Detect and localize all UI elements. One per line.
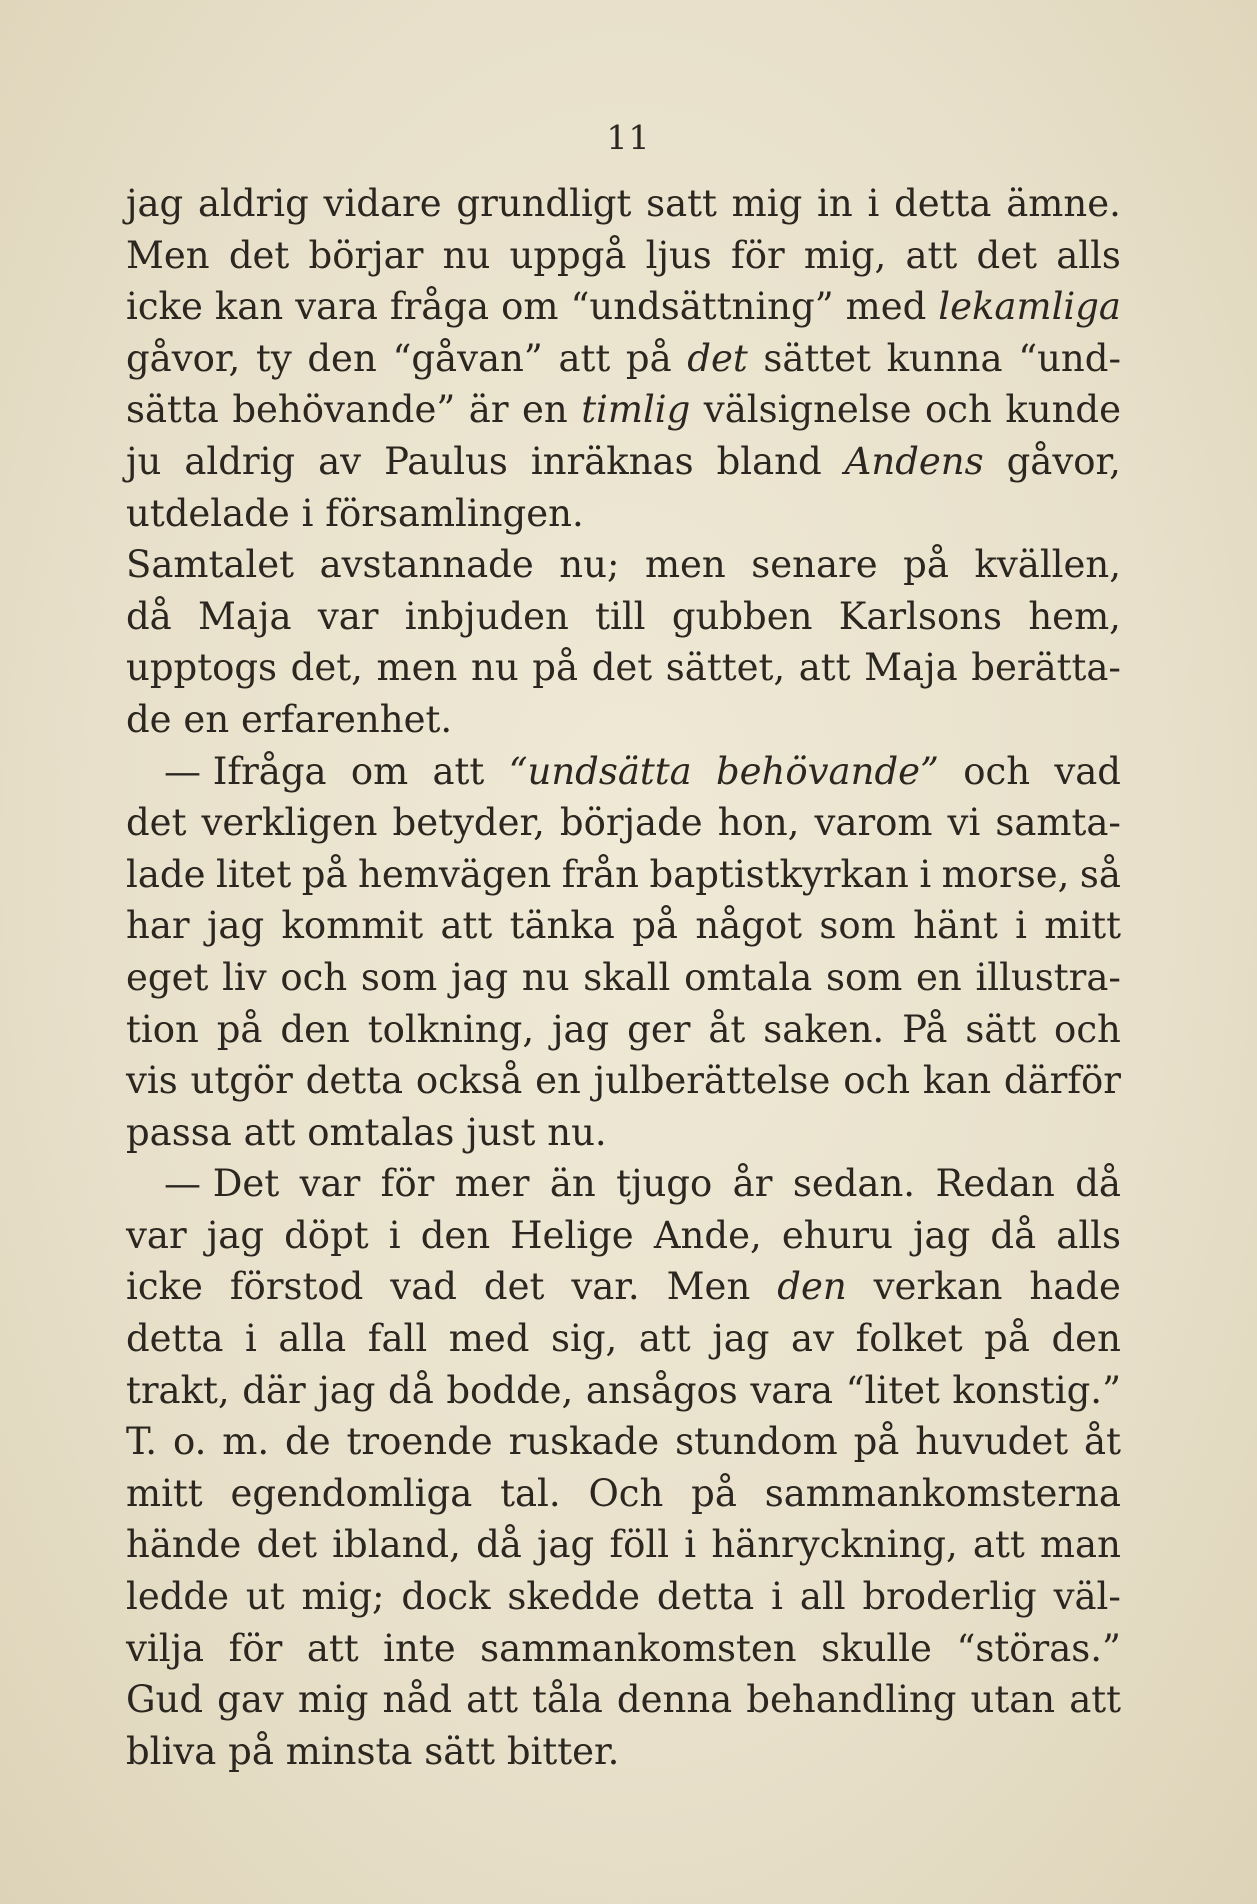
word: var. bbox=[571, 1265, 640, 1309]
word: vidare bbox=[323, 182, 442, 225]
word: jag bbox=[206, 904, 265, 948]
word: vi bbox=[947, 801, 981, 845]
word: Karlsons bbox=[838, 594, 1003, 638]
word: åt bbox=[1084, 1420, 1121, 1464]
word: men bbox=[644, 543, 726, 587]
word: på bbox=[532, 646, 579, 690]
word: kvällen, bbox=[974, 543, 1121, 587]
word: av bbox=[318, 439, 362, 483]
word: församlingen. bbox=[325, 491, 584, 535]
word: bitter. bbox=[506, 1729, 620, 1773]
word: ljus bbox=[645, 233, 712, 277]
word: att bbox=[558, 336, 611, 380]
word: Helige bbox=[510, 1213, 634, 1257]
word: “und- bbox=[1018, 336, 1121, 380]
word: vad bbox=[1054, 749, 1121, 793]
word: lekamliga bbox=[938, 285, 1121, 329]
word: liv bbox=[222, 955, 267, 999]
word: och bbox=[843, 1059, 911, 1103]
word: verkan bbox=[873, 1265, 1003, 1309]
word: grundligt bbox=[456, 182, 632, 225]
word: så bbox=[1079, 852, 1121, 896]
word: och bbox=[963, 749, 1031, 793]
word: på bbox=[984, 1317, 1030, 1361]
text-line bbox=[126, 694, 1121, 746]
word: mig bbox=[297, 1678, 369, 1722]
word: för bbox=[228, 1626, 283, 1670]
text-line bbox=[126, 1107, 1121, 1159]
text-line bbox=[126, 642, 1121, 694]
word: om bbox=[350, 749, 409, 793]
word: hem, bbox=[1028, 594, 1121, 638]
word: tolkning, bbox=[367, 1007, 535, 1051]
word: sättet bbox=[763, 336, 871, 380]
word: egendomliga bbox=[230, 1471, 473, 1515]
word: fråga bbox=[389, 285, 490, 329]
word: i bbox=[919, 852, 932, 896]
word: att bbox=[440, 904, 493, 948]
word: det bbox=[228, 233, 290, 277]
word: detta bbox=[656, 1575, 755, 1619]
word: en bbox=[535, 1059, 581, 1103]
word: att bbox=[638, 1317, 691, 1361]
word: i bbox=[771, 1575, 783, 1619]
word: vara bbox=[295, 285, 378, 329]
word: vad bbox=[390, 1265, 457, 1309]
word: den bbox=[420, 1213, 491, 1257]
word: nu bbox=[470, 646, 519, 690]
text-line bbox=[126, 1519, 1121, 1571]
text-line bbox=[126, 591, 1121, 643]
word: om bbox=[501, 285, 559, 329]
word: Redan bbox=[935, 1162, 1055, 1206]
word: då bbox=[990, 1213, 1037, 1257]
word: Gud bbox=[126, 1678, 204, 1722]
text-line bbox=[126, 1158, 1121, 1210]
word: timlig bbox=[581, 388, 691, 432]
word: trakt, bbox=[126, 1368, 230, 1412]
word: Maja bbox=[864, 646, 958, 690]
word: utan bbox=[970, 1678, 1056, 1722]
word: började bbox=[559, 801, 703, 845]
word: i bbox=[867, 182, 880, 225]
word: det bbox=[256, 1523, 317, 1567]
word: uppgå bbox=[509, 233, 627, 277]
text-line bbox=[126, 1004, 1121, 1056]
word: sedan. bbox=[792, 1162, 916, 1206]
word: därför bbox=[1003, 1059, 1121, 1103]
word: sätt bbox=[965, 1007, 1037, 1051]
word: i bbox=[388, 1213, 401, 1257]
text-line bbox=[126, 488, 1121, 540]
word: just bbox=[466, 1110, 536, 1154]
word: jag bbox=[552, 1007, 610, 1051]
word: illustra- bbox=[975, 955, 1121, 999]
word: fall bbox=[367, 1317, 428, 1361]
word: väl- bbox=[1053, 1575, 1121, 1619]
word: passa bbox=[126, 1110, 232, 1154]
word: en bbox=[183, 697, 230, 741]
word: det bbox=[591, 646, 653, 690]
word: mitt bbox=[126, 1471, 203, 1515]
word: inbjuden bbox=[404, 594, 569, 638]
word: att bbox=[798, 646, 851, 690]
word: varom bbox=[814, 801, 933, 845]
word: satt bbox=[646, 182, 717, 225]
text-line bbox=[126, 1416, 1121, 1468]
word: Paulus bbox=[384, 439, 508, 483]
word: ruskade bbox=[508, 1420, 660, 1464]
word: o. bbox=[172, 1420, 207, 1464]
text-line bbox=[126, 1674, 1121, 1726]
word: detta bbox=[894, 182, 992, 225]
word: omtalas bbox=[307, 1110, 455, 1154]
word: Men bbox=[666, 1265, 751, 1309]
word: vis bbox=[126, 1059, 178, 1103]
word: omtala bbox=[684, 955, 813, 999]
word: troende bbox=[346, 1420, 493, 1464]
word: jag bbox=[712, 1317, 770, 1361]
word: kunna bbox=[886, 336, 1003, 380]
word: på bbox=[228, 1729, 274, 1773]
text-line bbox=[126, 1365, 1121, 1417]
word: lade bbox=[126, 852, 206, 896]
word: vara bbox=[750, 1368, 834, 1412]
text-line bbox=[126, 1210, 1121, 1262]
word: sammankomsten bbox=[480, 1626, 797, 1670]
text-line bbox=[126, 797, 1121, 849]
word: det bbox=[687, 336, 748, 380]
word: år bbox=[732, 1162, 773, 1206]
word: att bbox=[243, 1110, 296, 1154]
word: sig, bbox=[551, 1317, 618, 1361]
word: har bbox=[126, 904, 190, 948]
word: kommit bbox=[281, 904, 424, 948]
word: det bbox=[483, 1265, 545, 1309]
word: verkligen bbox=[201, 801, 378, 845]
word: tänka bbox=[509, 904, 615, 948]
word: tal. bbox=[500, 1471, 561, 1515]
word: icke bbox=[126, 285, 203, 329]
text-line bbox=[126, 178, 1121, 230]
word: mer bbox=[454, 1162, 530, 1206]
word: m. bbox=[222, 1420, 270, 1464]
word: sammankomsterna bbox=[764, 1471, 1121, 1515]
word: mig, bbox=[803, 233, 887, 277]
word: jag bbox=[126, 182, 184, 225]
word: senare bbox=[751, 543, 878, 587]
word: alls bbox=[1056, 1213, 1121, 1257]
word: minsta bbox=[285, 1729, 413, 1773]
word: ger bbox=[627, 1007, 691, 1051]
word: för bbox=[380, 1162, 435, 1206]
word: i bbox=[301, 491, 314, 535]
word: aldrig bbox=[184, 439, 296, 483]
word: mitt bbox=[1044, 904, 1121, 948]
word: det bbox=[126, 801, 187, 845]
text-line bbox=[126, 1623, 1121, 1675]
word: med bbox=[448, 1317, 530, 1361]
word: som bbox=[825, 955, 903, 999]
word: är bbox=[468, 388, 509, 432]
body-text bbox=[126, 178, 1121, 1777]
word: var bbox=[317, 594, 379, 638]
word: “gåvan” bbox=[392, 336, 543, 380]
word: för bbox=[731, 233, 785, 277]
word: samta- bbox=[995, 801, 1121, 845]
word: ansågos bbox=[585, 1368, 738, 1412]
text-line bbox=[126, 849, 1121, 901]
word: åt bbox=[708, 1007, 746, 1051]
word: föll bbox=[609, 1523, 670, 1567]
text-line bbox=[126, 436, 1121, 488]
word: där bbox=[242, 1368, 306, 1412]
word: gav bbox=[217, 1678, 284, 1722]
text-line bbox=[126, 333, 1121, 385]
word: skulle bbox=[821, 1626, 932, 1670]
word: att bbox=[466, 1678, 518, 1722]
text-line bbox=[126, 539, 1121, 591]
word: broderlig bbox=[862, 1575, 1037, 1619]
word: bodde, bbox=[446, 1368, 574, 1412]
word: kan bbox=[214, 285, 284, 329]
word: ibland, bbox=[332, 1523, 461, 1567]
word: mig bbox=[731, 182, 803, 225]
word: kan bbox=[922, 1059, 992, 1103]
word: jag bbox=[450, 955, 509, 999]
text-line bbox=[126, 1468, 1121, 1520]
word: den bbox=[1051, 1317, 1121, 1361]
word: hade bbox=[1029, 1265, 1121, 1309]
word: Samtalet bbox=[126, 543, 295, 587]
word: i bbox=[1015, 904, 1027, 948]
word: en bbox=[916, 955, 962, 999]
word: alls bbox=[1056, 233, 1121, 277]
word: välsignelse bbox=[703, 388, 912, 432]
word: gåvor, bbox=[126, 336, 241, 380]
word: dock bbox=[401, 1575, 491, 1619]
word: in bbox=[817, 182, 853, 225]
word: avstannade bbox=[319, 543, 534, 587]
word: och bbox=[1054, 1007, 1121, 1051]
word: på bbox=[853, 1420, 900, 1464]
word: sätta bbox=[126, 388, 219, 432]
word: då bbox=[388, 1368, 434, 1412]
word: att bbox=[905, 233, 958, 277]
word: hon, bbox=[717, 801, 800, 845]
word: något bbox=[695, 904, 803, 948]
word: icke bbox=[126, 1265, 203, 1309]
word: — Ifråga bbox=[164, 749, 327, 793]
word: nu bbox=[442, 233, 491, 277]
word: att bbox=[432, 749, 485, 793]
word: döpt bbox=[284, 1213, 369, 1257]
word: behövande” bbox=[715, 749, 939, 793]
word: ju bbox=[126, 439, 162, 483]
word: gubben bbox=[671, 594, 813, 638]
word: jag bbox=[318, 1368, 376, 1412]
word: att bbox=[306, 1626, 359, 1670]
word: skall bbox=[583, 955, 671, 999]
word: förstod bbox=[229, 1265, 364, 1309]
word: — Det bbox=[164, 1162, 280, 1206]
word: berätta- bbox=[971, 646, 1121, 690]
text-line bbox=[126, 900, 1121, 952]
word: hänt bbox=[913, 904, 998, 948]
word: och bbox=[280, 955, 348, 999]
word: en bbox=[521, 388, 568, 432]
word: baptistkyrkan bbox=[649, 852, 909, 896]
word: och bbox=[925, 388, 992, 432]
word: den bbox=[777, 1265, 847, 1309]
word: behandling bbox=[746, 1678, 957, 1722]
word: huvudet bbox=[915, 1420, 1069, 1464]
word: morse, bbox=[941, 852, 1070, 896]
word: upptogs bbox=[126, 646, 278, 690]
word: än bbox=[549, 1162, 596, 1206]
word: tjugo bbox=[616, 1162, 713, 1206]
word: den bbox=[307, 336, 377, 380]
word: ty bbox=[255, 336, 292, 380]
word: tion bbox=[126, 1007, 199, 1051]
word: på bbox=[625, 336, 672, 380]
word: på bbox=[903, 543, 949, 587]
word: hemvägen bbox=[358, 852, 552, 896]
word: stundom bbox=[675, 1420, 838, 1464]
word: Och bbox=[588, 1471, 664, 1515]
word: “undsätta bbox=[508, 749, 692, 793]
word: tåla bbox=[532, 1678, 603, 1722]
word: Maja bbox=[198, 594, 292, 638]
word: i bbox=[244, 1317, 257, 1361]
word: att bbox=[1069, 1678, 1121, 1722]
word: gåvor, bbox=[1006, 439, 1121, 483]
word: erfarenhet. bbox=[240, 697, 453, 741]
text-line bbox=[126, 1726, 1121, 1778]
word: Andens bbox=[844, 439, 984, 483]
word: Ande, bbox=[653, 1213, 762, 1257]
word: Men bbox=[126, 233, 210, 277]
text-line bbox=[126, 952, 1121, 1004]
word: börjar bbox=[308, 233, 424, 277]
word: detta bbox=[305, 1059, 404, 1103]
word: julberättelse bbox=[593, 1059, 831, 1103]
word: inte bbox=[383, 1626, 456, 1670]
word: jag bbox=[537, 1523, 595, 1567]
word: nu; bbox=[559, 543, 620, 587]
word: men bbox=[376, 646, 458, 690]
text-line bbox=[126, 746, 1121, 798]
word: aldrig bbox=[197, 182, 309, 225]
word: bland bbox=[716, 439, 822, 483]
page-number: 11 bbox=[606, 118, 651, 157]
word: av bbox=[791, 1317, 835, 1361]
word: utgör bbox=[190, 1059, 293, 1103]
text-line bbox=[126, 384, 1121, 436]
word: sätt bbox=[424, 1729, 496, 1773]
word: inräknas bbox=[530, 439, 694, 483]
word: då bbox=[476, 1523, 522, 1567]
word: eget bbox=[126, 955, 209, 999]
word: med bbox=[845, 285, 927, 329]
word: på bbox=[691, 1471, 737, 1515]
word: utdelade bbox=[126, 491, 290, 535]
word: konstig.” bbox=[952, 1368, 1121, 1412]
text-line bbox=[126, 1313, 1121, 1365]
text-line bbox=[126, 1055, 1121, 1107]
word: det, bbox=[290, 646, 363, 690]
word: behövande” bbox=[232, 388, 456, 432]
word: också bbox=[415, 1059, 523, 1103]
word: denna bbox=[616, 1678, 733, 1722]
word: på bbox=[632, 904, 678, 948]
word: kunde bbox=[1005, 388, 1121, 432]
word: man bbox=[1039, 1523, 1121, 1567]
text-line bbox=[126, 1571, 1121, 1623]
word: till bbox=[595, 594, 646, 638]
word: jag bbox=[206, 1213, 264, 1257]
word: all bbox=[799, 1575, 846, 1619]
text-line bbox=[126, 1261, 1121, 1313]
word: detta bbox=[126, 1317, 224, 1361]
word: skedde bbox=[507, 1575, 640, 1619]
word: de bbox=[126, 697, 172, 741]
word: den bbox=[280, 1007, 350, 1051]
word: var bbox=[126, 1213, 187, 1257]
text-line bbox=[126, 281, 1121, 333]
word: bliva bbox=[126, 1729, 217, 1773]
word: i bbox=[684, 1523, 697, 1567]
word: vilja bbox=[126, 1626, 205, 1670]
word: T. bbox=[126, 1420, 158, 1464]
word: “litet bbox=[845, 1368, 940, 1412]
word: “undsättning” bbox=[570, 285, 834, 329]
word: som bbox=[360, 955, 438, 999]
word: saken. bbox=[763, 1007, 885, 1051]
word: ehuru bbox=[781, 1213, 893, 1257]
word: På bbox=[902, 1007, 948, 1051]
word: alla bbox=[278, 1317, 347, 1361]
word: nu. bbox=[547, 1110, 607, 1154]
word: mig; bbox=[301, 1575, 385, 1619]
word: på bbox=[216, 1007, 263, 1051]
word: hänryckning, bbox=[711, 1523, 958, 1567]
word: som bbox=[819, 904, 896, 948]
word: från bbox=[561, 852, 640, 896]
word: betyder, bbox=[392, 801, 545, 845]
word: var bbox=[299, 1162, 361, 1206]
word: ämne. bbox=[1006, 182, 1121, 225]
word: ut bbox=[245, 1575, 285, 1619]
word: på bbox=[301, 852, 348, 896]
word: nåd bbox=[382, 1678, 453, 1722]
word: “störas.” bbox=[956, 1626, 1121, 1670]
word: att bbox=[972, 1523, 1025, 1567]
word: sättet, bbox=[665, 646, 786, 690]
word: ledde bbox=[126, 1575, 229, 1619]
word: de bbox=[285, 1420, 331, 1464]
word: då bbox=[126, 594, 172, 638]
word: nu bbox=[521, 955, 570, 999]
word: jag bbox=[913, 1213, 971, 1257]
word: litet bbox=[215, 852, 292, 896]
word: då bbox=[1075, 1162, 1121, 1206]
text-line bbox=[126, 230, 1121, 282]
word: hände bbox=[126, 1523, 242, 1567]
word: folket bbox=[855, 1317, 963, 1361]
word: det bbox=[976, 233, 1037, 277]
